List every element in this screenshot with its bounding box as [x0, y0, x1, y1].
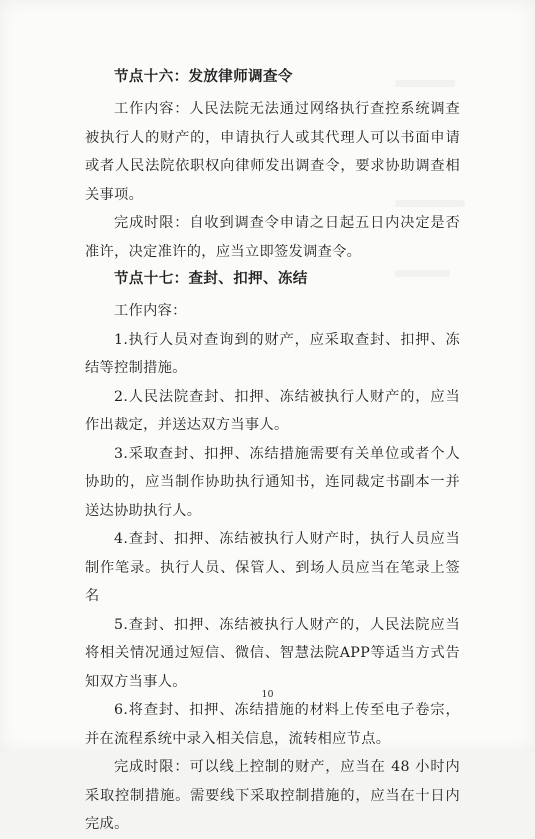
paragraph: 6.将查封、扣押、冻结措施的材料上传至电子卷宗，并在流程系统中录入相关信息，流转相应节点。: [85, 702, 460, 747]
paragraph: 完成时限：可以线上控制的财产，应当在 48 小时内采取控制措施。需要线下采取控制措施的，应当在十日内完成。: [85, 759, 460, 832]
paragraph: 4.查封、扣押、冻结被执行人财产时，执行人员应当制作笔录。执行人员、保管人、到场人员应当在笔录上签名: [85, 531, 460, 604]
paragraph: 2.人民法院查封、扣押、冻结被执行人财产的，应当作出裁定，并送达双方当事人。: [85, 388, 460, 433]
page-number: 10: [261, 689, 274, 700]
document-body: [85, 68, 460, 839]
paragraph: 3.采取查封、扣押、冻结措施需要有关单位或者个人协助的，应当制作协助执行通知书，连同裁定书副本一并送达协助执行人。: [85, 445, 460, 519]
paragraph: 完成时限：自收到调查令申请之日起五日内决定是否准许，决定准许的，应当立即签发调查令。: [85, 215, 460, 260]
paragraph: 5.查封、扣押、冻结被执行人财产的，人民法院应当将相关情况通过短信、微信、智慧法院APP等适当方式告知双方当事人。: [85, 616, 460, 690]
section-heading: 节点十七：查封、扣押、冻结: [114, 270, 308, 287]
paragraph: 工作内容：: [114, 303, 187, 319]
section-heading: 节点十六：发放律师调查令: [114, 68, 293, 85]
paragraph: 工作内容：人民法院无法通过网络执行查控系统调查被执行人的财产的，申请执行人或其代理人可以书面申请或者人民法院依职权向律师发出调查令，要求协助调查相关事项。: [85, 101, 460, 203]
paragraph: 1.执行人员对查询到的财产，应采取查封、扣押、冻结等控制措施。: [85, 331, 460, 376]
